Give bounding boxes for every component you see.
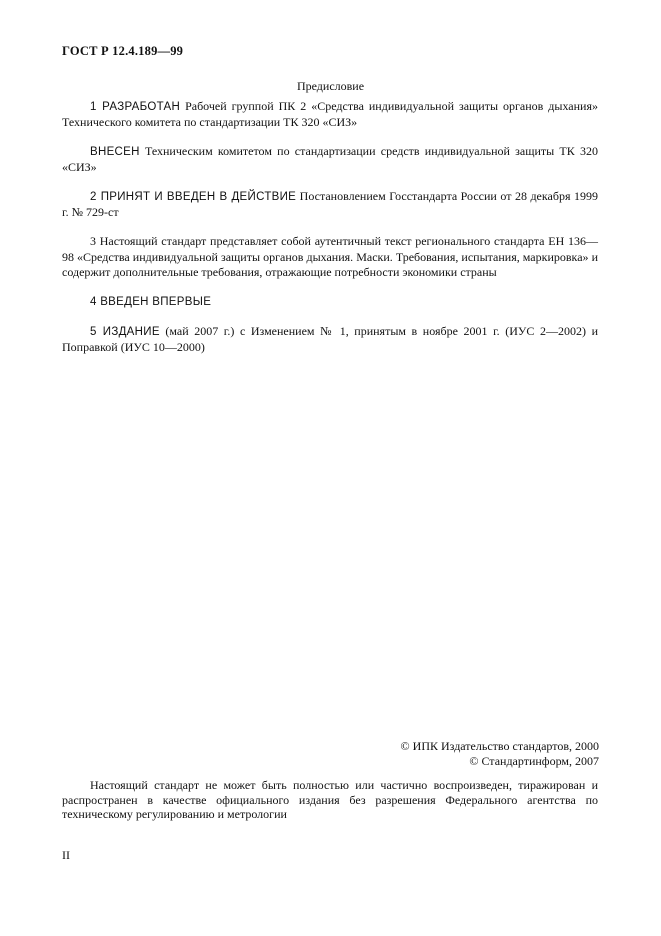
preface-item-caps: ВНЕСЕН xyxy=(90,146,140,158)
preface-item-text: Рабочей группой ПК 2 «Средства индивидуальной защиты органов дыхания» Технического комитета по стандартизации ТК 320 «СИЗ» xyxy=(62,99,598,129)
preface-item-text: (май 2007 г.) с Изменением № 1, принятым в ноябре 2001 г. (ИУС 2—2002) и Поправкой (ИУС 10—2000) xyxy=(62,324,598,354)
preface-item-introduced xyxy=(62,144,598,175)
preface-item-caps: 4 ВВЕДЕН ВПЕРВЫЕ xyxy=(90,296,212,308)
preface-item-adopted xyxy=(62,189,598,220)
preface-item-edition xyxy=(62,324,598,355)
preface-item-text: 3 Настоящий стандарт представляет собой аутентичный текст регионального стандарта ЕН 136—98 «Средства индивидуальной защиты органов дыхания. Маски. Требования, испытания, маркировка» и содержит дополнительные требования, отражающие потребности экономики страны xyxy=(62,234,598,279)
preface-item-first-introduced xyxy=(62,294,598,310)
preface-item-caps: 5 ИЗДАНИЕ xyxy=(90,326,160,338)
copyright-block xyxy=(401,739,599,769)
preface-title: Предисловие xyxy=(296,79,365,93)
page-number: II xyxy=(62,848,70,862)
preface-item-text: Техническим комитетом по стандартизации средств индивидуальной защиты ТК 320 «СИЗ» xyxy=(62,144,598,174)
preface-item-caps: 1 РАЗРАБОТАН xyxy=(90,101,181,113)
preface-item-caps: 2 ПРИНЯТ И ВВЕДЕН В ДЕЙСТВИЕ xyxy=(90,191,297,203)
preface-item-authentic-text xyxy=(62,234,598,280)
document-code-header: ГОСТ Р 12.4.189—99 xyxy=(62,44,184,58)
preface-item-text: Постановлением Госстандарта России от 28 декабря 1999 г. № 729-ст xyxy=(62,189,598,219)
copyright-line-publisher: © ИПК Издательство стандартов, 2000 xyxy=(400,739,599,753)
reproduction-notice: Настоящий стандарт не может быть полностью или частично воспроизведен, тиражирован и распространен в качестве официального издания без разрешения Федерального агентства по техническому регулированию и метрологии xyxy=(62,778,598,821)
copyright-line-standartinform: © Стандартинформ, 2007 xyxy=(469,754,599,768)
preface-item-developed xyxy=(62,99,598,130)
preface-body xyxy=(62,99,598,369)
